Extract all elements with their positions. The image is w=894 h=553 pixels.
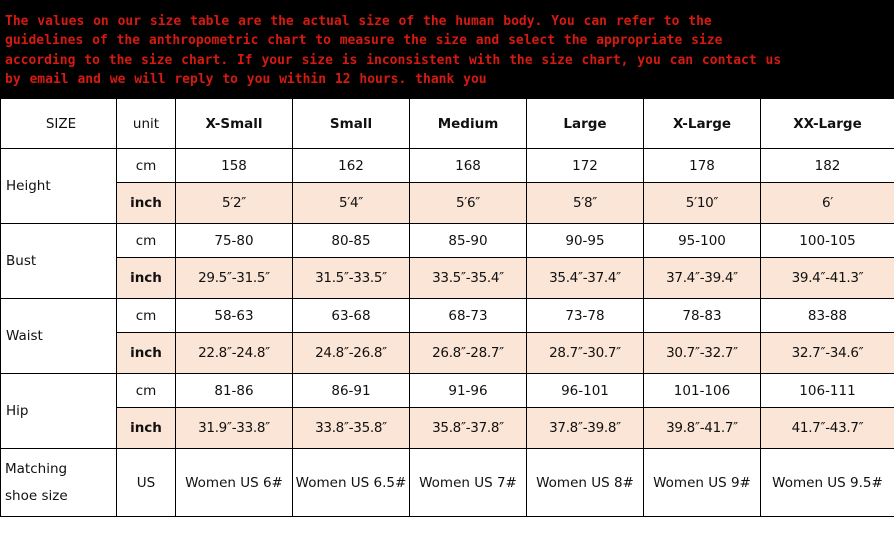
height-inch-row (1, 183, 894, 224)
waist-cm-value: 83-88 (761, 299, 894, 333)
height-inch-value: 5′8″ (527, 183, 644, 224)
height-inch-value: 5′6″ (410, 183, 527, 224)
height-cm-value: 168 (410, 149, 527, 183)
bust-cm-value: 95-100 (644, 224, 761, 258)
waist-inch-row (1, 333, 894, 374)
bust-cm-value: 75-80 (176, 224, 293, 258)
height-cm-value: 158 (176, 149, 293, 183)
hip-inch-value: 39.8″-41.7″ (644, 408, 761, 449)
bust-inch-value: 35.4″-37.4″ (527, 258, 644, 299)
hip-cm-row (1, 374, 894, 408)
shoe-value: Women US 6# (176, 449, 293, 517)
shoe-label-line: Matching (5, 460, 68, 477)
unit-inch: inch (117, 408, 176, 449)
size-header-xx-large: XX-Large (761, 99, 894, 149)
height-cm-value: 178 (644, 149, 761, 183)
bust-cm-value: 80-85 (293, 224, 410, 258)
height-inch-value: 5′4″ (293, 183, 410, 224)
bust-inch-row (1, 258, 894, 299)
waist-label: Waist (1, 299, 117, 374)
bust-inch-value: 31.5″-33.5″ (293, 258, 410, 299)
hip-cm-value: 81-86 (176, 374, 293, 408)
size-header-medium: Medium (410, 99, 527, 149)
height-label: Height (1, 149, 117, 224)
height-cm-row (1, 149, 894, 183)
unit-cm: cm (117, 299, 176, 333)
shoe-size-label (1, 449, 117, 517)
unit-cm: cm (117, 149, 176, 183)
height-cm-value: 162 (293, 149, 410, 183)
bust-inch-value: 39.4″-41.3″ (761, 258, 894, 299)
hip-inch-value: 41.7″-43.7″ (761, 408, 894, 449)
shoe-value: Women US 6.5# (293, 449, 410, 517)
shoe-unit: US (117, 449, 176, 517)
size-notice (0, 0, 894, 98)
size-header-small: Small (293, 99, 410, 149)
height-cm-value: 182 (761, 149, 894, 183)
waist-inch-value: 26.8″-28.7″ (410, 333, 527, 374)
size-header-x-large: X-Large (644, 99, 761, 149)
unit-inch: inch (117, 258, 176, 299)
hip-cm-value: 106-111 (761, 374, 894, 408)
notice-line: guidelines of the anthropometric chart to measure the size and select the appropriate size (5, 33, 723, 49)
waist-cm-value: 58-63 (176, 299, 293, 333)
hip-cm-value: 101-106 (644, 374, 761, 408)
hip-label: Hip (1, 374, 117, 449)
bust-cm-value: 100-105 (761, 224, 894, 258)
waist-inch-value: 30.7″-32.7″ (644, 333, 761, 374)
height-inch-value: 6′ (761, 183, 894, 224)
hip-cm-value: 96-101 (527, 374, 644, 408)
hip-inch-value: 31.9″-33.8″ (176, 408, 293, 449)
notice-line: by email and we will reply to you within 12 hours. thank you (5, 72, 487, 88)
height-inch-value: 5′10″ (644, 183, 761, 224)
shoe-value: Women US 8# (527, 449, 644, 517)
height-cm-value: 172 (527, 149, 644, 183)
bust-inch-value: 33.5″-35.4″ (410, 258, 527, 299)
waist-cm-row (1, 299, 894, 333)
unit-cm: cm (117, 374, 176, 408)
size-title: SIZE (1, 99, 117, 149)
hip-cm-value: 86-91 (293, 374, 410, 408)
size-header-large: Large (527, 99, 644, 149)
shoe-value: Women US 7# (410, 449, 527, 517)
unit-cm: cm (117, 224, 176, 258)
shoe-value: Women US 9.5# (761, 449, 894, 517)
waist-inch-value: 28.7″-30.7″ (527, 333, 644, 374)
bust-cm-value: 90-95 (527, 224, 644, 258)
unit-inch: inch (117, 183, 176, 224)
unit-inch: inch (117, 333, 176, 374)
bust-cm-value: 85-90 (410, 224, 527, 258)
notice-line: according to the size chart. If your size is inconsistent with the size chart, you can contact us (5, 52, 782, 68)
hip-inch-value: 35.8″-37.8″ (410, 408, 527, 449)
waist-cm-value: 68-73 (410, 299, 527, 333)
hip-cm-value: 91-96 (410, 374, 527, 408)
shoe-value: Women US 9# (644, 449, 761, 517)
notice-line: The values on our size table are the actual size of the human body. You can refer to the (5, 14, 712, 29)
unit-header: unit (117, 99, 176, 149)
bust-cm-row (1, 224, 894, 258)
hip-inch-value: 37.8″-39.8″ (527, 408, 644, 449)
size-chart-table (0, 98, 894, 517)
header-row (1, 99, 894, 149)
shoe-label-line: shoe size (5, 487, 68, 504)
hip-inch-row (1, 408, 894, 449)
shoe-size-row (1, 449, 894, 517)
hip-inch-value: 33.8″-35.8″ (293, 408, 410, 449)
waist-cm-value: 63-68 (293, 299, 410, 333)
waist-inch-value: 22.8″-24.8″ (176, 333, 293, 374)
bust-inch-value: 37.4″-39.4″ (644, 258, 761, 299)
bust-inch-value: 29.5″-31.5″ (176, 258, 293, 299)
waist-inch-value: 32.7″-34.6″ (761, 333, 894, 374)
height-inch-value: 5′2″ (176, 183, 293, 224)
waist-cm-value: 78-83 (644, 299, 761, 333)
waist-inch-value: 24.8″-26.8″ (293, 333, 410, 374)
bust-label: Bust (1, 224, 117, 299)
waist-cm-value: 73-78 (527, 299, 644, 333)
size-header-x-small: X-Small (176, 99, 293, 149)
